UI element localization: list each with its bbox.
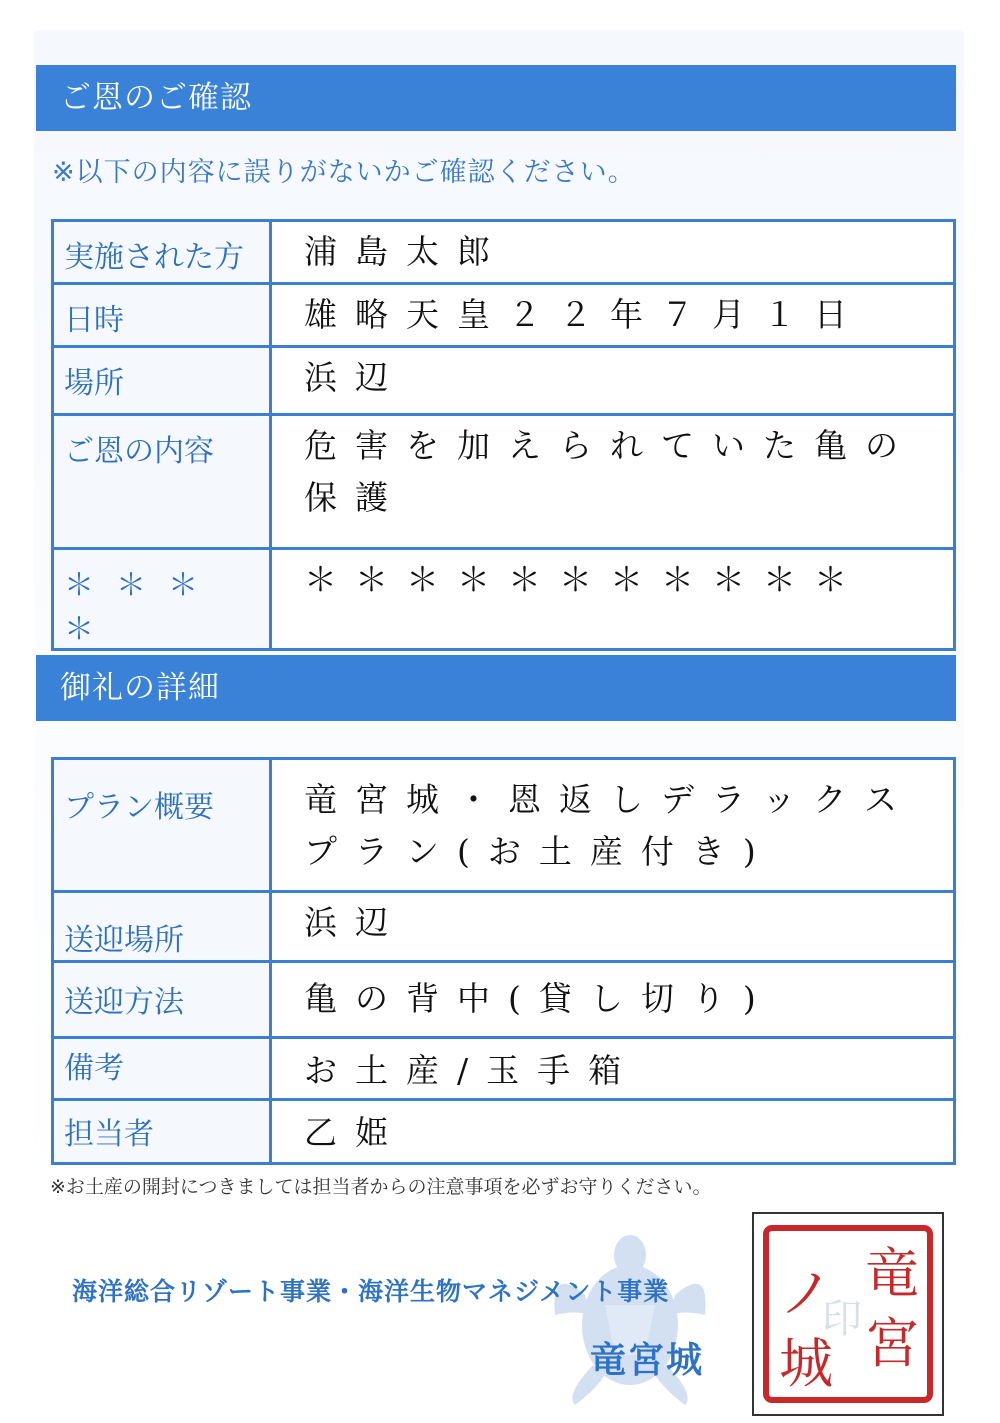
seal-stamp-icon <box>754 1214 942 1414</box>
confirmation-notice: ※以下の内容に誤りがないかご確認ください。 <box>52 157 636 188</box>
svg-text:ノ: ノ <box>779 1262 833 1325</box>
row-value-content: 危害を加えられていた亀の保護 <box>271 415 955 549</box>
svg-text:城: 城 <box>779 1332 833 1395</box>
row-label-staff: 担当者 <box>53 1100 271 1164</box>
brand-name: 竜宮城 <box>590 1339 705 1381</box>
footnote: ※お土産の開封につきましては担当者からの注意事項を必ずお守りください。 <box>50 1176 712 1198</box>
row-label-plan: プラン概要 <box>53 759 271 892</box>
table-row <box>53 415 955 549</box>
table-row <box>53 1100 955 1164</box>
row-value-pickup-method: 亀の背中(貸し切り) <box>271 962 955 1038</box>
row-value-date: 雄略天皇２２年７月１日 <box>271 284 955 347</box>
svg-text:竜: 竜 <box>865 1242 919 1305</box>
row-label-performer: 実施された方 <box>53 221 271 284</box>
turtle-icon <box>545 1225 715 1415</box>
table-row <box>53 347 955 415</box>
svg-text:印: 印 <box>822 1296 862 1342</box>
company-tagline: 海洋総合リゾート事業・海洋生物マネジメント事業 <box>72 1277 670 1306</box>
confirmation-table <box>51 219 956 651</box>
row-value-masked: ＊＊＊＊＊＊＊＊＊＊＊ <box>271 549 955 650</box>
row-label-content: ご恩の内容 <box>53 415 271 549</box>
row-value-pickup-place: 浜辺 <box>271 892 955 962</box>
section-header-confirmation: ご恩のご確認 <box>36 65 956 131</box>
row-label-place: 場所 <box>53 347 271 415</box>
table-row <box>53 759 955 892</box>
table-row <box>53 549 955 650</box>
row-label-pickup-place: 送迎場所 <box>53 892 271 962</box>
table-row <box>53 892 955 962</box>
table-row <box>53 221 955 284</box>
row-value-remarks: お土産/玉手箱 <box>271 1038 955 1100</box>
row-label-date: 日時 <box>53 284 271 347</box>
section-header-details: 御礼の詳細 <box>36 655 956 721</box>
row-label-masked: ＊＊＊＊ <box>53 549 271 650</box>
row-value-performer: 浦島太郎 <box>271 221 955 284</box>
details-table <box>51 757 956 1165</box>
row-value-staff: 乙姫 <box>271 1100 955 1164</box>
table-row <box>53 1038 955 1100</box>
row-label-pickup-method: 送迎方法 <box>53 962 271 1038</box>
row-value-place: 浜辺 <box>271 347 955 415</box>
svg-text:宮: 宮 <box>865 1312 919 1375</box>
seal-stamp <box>752 1212 944 1416</box>
row-label-remarks: 備考 <box>53 1038 271 1100</box>
table-row <box>53 962 955 1038</box>
table-row <box>53 284 955 347</box>
row-value-plan: 竜宮城・恩返しデラックスプラン(お土産付き) <box>271 759 955 892</box>
